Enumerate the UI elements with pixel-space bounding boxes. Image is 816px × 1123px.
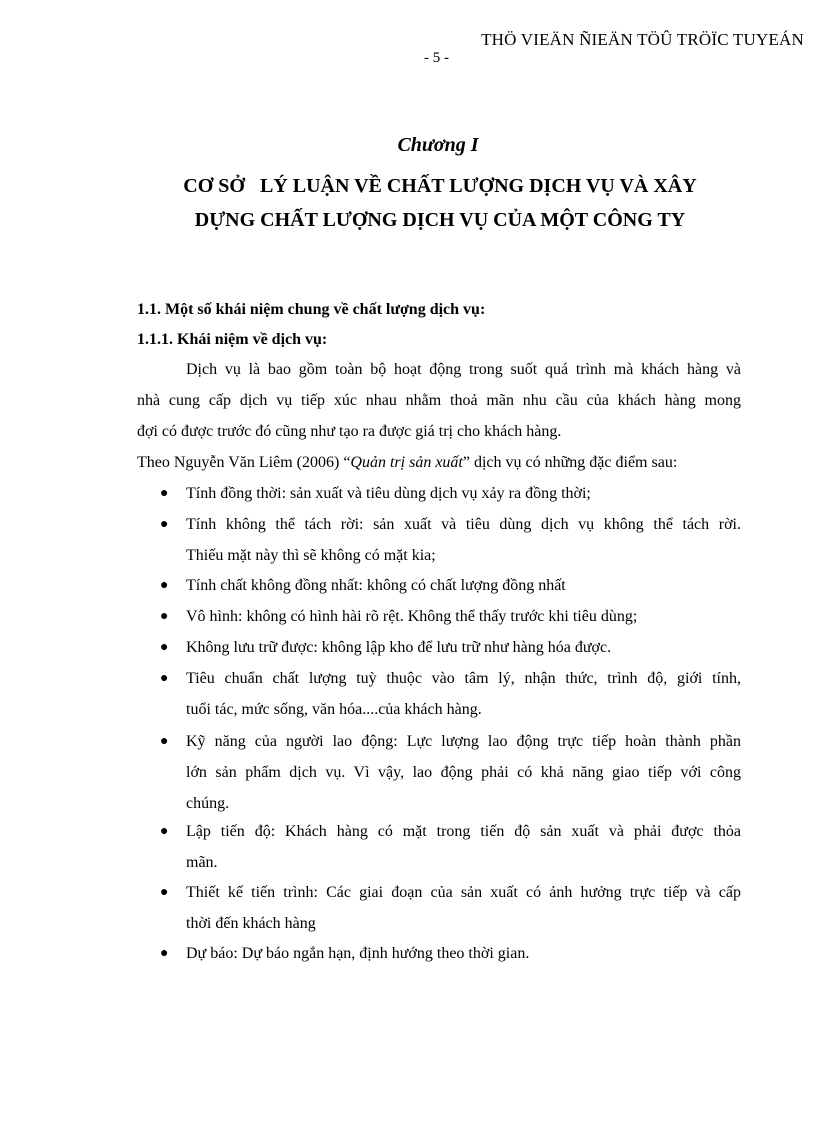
bullet-icon: ● bbox=[160, 734, 169, 749]
bullet-icon: ● bbox=[160, 578, 169, 593]
bullet-icon: ● bbox=[160, 517, 169, 532]
page-number: - 5 - bbox=[424, 50, 449, 66]
bullet-item-2-line-2: Thiếu mặt này thì sẽ không có mặt kia; bbox=[186, 547, 436, 564]
chapter-label: Chương I bbox=[397, 134, 479, 156]
intro-line-3: đợi có được trước đó cũng như tạo ra được giá trị cho khách hàng. bbox=[137, 423, 562, 440]
bullet-item-2-line-1: Tính không thể tách rời: sản xuất và tiêu dùng dịch vụ không thể tách rời. bbox=[186, 516, 741, 533]
bullet-item-6-line-1: Tiêu chuẩn chất lượng tuỳ thuộc vào tâm lý, nhận thức, trình độ, giới tính, bbox=[186, 670, 741, 687]
bullet-item-7-line-1: Kỹ năng của người lao động: Lực lượng lao động trực tiếp hoàn thành phần bbox=[186, 733, 741, 750]
bullet-item-9-line-1: Thiết kế tiến trình: Các giai đoạn của sản xuất có ảnh hưởng trực tiếp và cấp bbox=[186, 884, 741, 901]
intro-line-1: Dịch vụ là bao gồm toàn bộ hoạt động trong suốt quá trình mà khách hàng và bbox=[186, 361, 741, 378]
bullet-item-8-line-1: Lập tiến độ: Khách hàng có mặt trong tiến độ sản xuất và phải được thỏa bbox=[186, 823, 741, 840]
bullet-icon: ● bbox=[160, 640, 169, 655]
intro-line-2: nhà cung cấp dịch vụ tiếp xúc nhau nhằm thoả mãn nhu cầu của khách hàng mong bbox=[137, 392, 741, 409]
bullet-icon: ● bbox=[160, 824, 169, 839]
bullet-icon: ● bbox=[160, 885, 169, 900]
section-heading: 1.1. Một số khái niệm chung về chất lượng dịch vụ: bbox=[137, 301, 486, 318]
bullet-icon: ● bbox=[160, 671, 169, 686]
bullet-item-9-line-2: thời đến khách hàng bbox=[186, 915, 316, 932]
chapter-title-line-1: CƠ SỞ LÝ LUẬN VỀ CHẤT LƯỢNG DỊCH VỤ VÀ XÂY bbox=[183, 175, 697, 197]
running-header: THÖ VIEÄN ÑIEÄN TÖÛ TRÖÏC TUYEÁN bbox=[481, 30, 804, 49]
bullet-item-7-line-3: chúng. bbox=[186, 795, 230, 812]
bullet-item-4: Vô hình: không có hình hài rõ rệt. Không thể thấy trước khi tiêu dùng; bbox=[186, 608, 638, 625]
bullet-item-10: Dự báo: Dự báo ngắn hạn, định hướng theo thời gian. bbox=[186, 945, 530, 962]
bullet-icon: ● bbox=[160, 946, 169, 961]
book-title: Quản trị sản xuất bbox=[350, 454, 463, 471]
bullet-icon: ● bbox=[160, 486, 169, 501]
bullet-item-5: Không lưu trữ được: không lập kho để lưu trữ như hàng hóa được. bbox=[186, 639, 612, 656]
intro-line-4 bbox=[137, 454, 677, 472]
bullet-item-6-line-2: tuổi tác, mức sống, văn hóa....của khách hàng. bbox=[186, 701, 482, 718]
subsection-heading: 1.1.1. Khái niệm về dịch vụ: bbox=[137, 331, 328, 348]
bullet-item-7-line-2: lớn sản phẩm dịch vụ. Vì vậy, lao động phải có khả năng giao tiếp với công bbox=[186, 764, 741, 781]
chapter-title-line-2: DỰNG CHẤT LƯỢNG DỊCH VỤ CỦA MỘT CÔNG TY bbox=[194, 209, 686, 231]
bullet-item-1: Tính đồng thời: sản xuất và tiêu dùng dịch vụ xảy ra đồng thời; bbox=[186, 485, 591, 502]
bullet-item-3: Tính chất không đồng nhất: không có chất lượng đồng nhất bbox=[186, 577, 566, 594]
bullet-item-8-line-2: mãn. bbox=[186, 854, 218, 871]
bullet-icon: ● bbox=[160, 609, 169, 624]
intro-line-4-suffix: ” dịch vụ có những đặc điểm sau: bbox=[462, 454, 678, 471]
intro-line-4-prefix: Theo Nguyễn Văn Liêm (2006) “ bbox=[137, 454, 351, 471]
